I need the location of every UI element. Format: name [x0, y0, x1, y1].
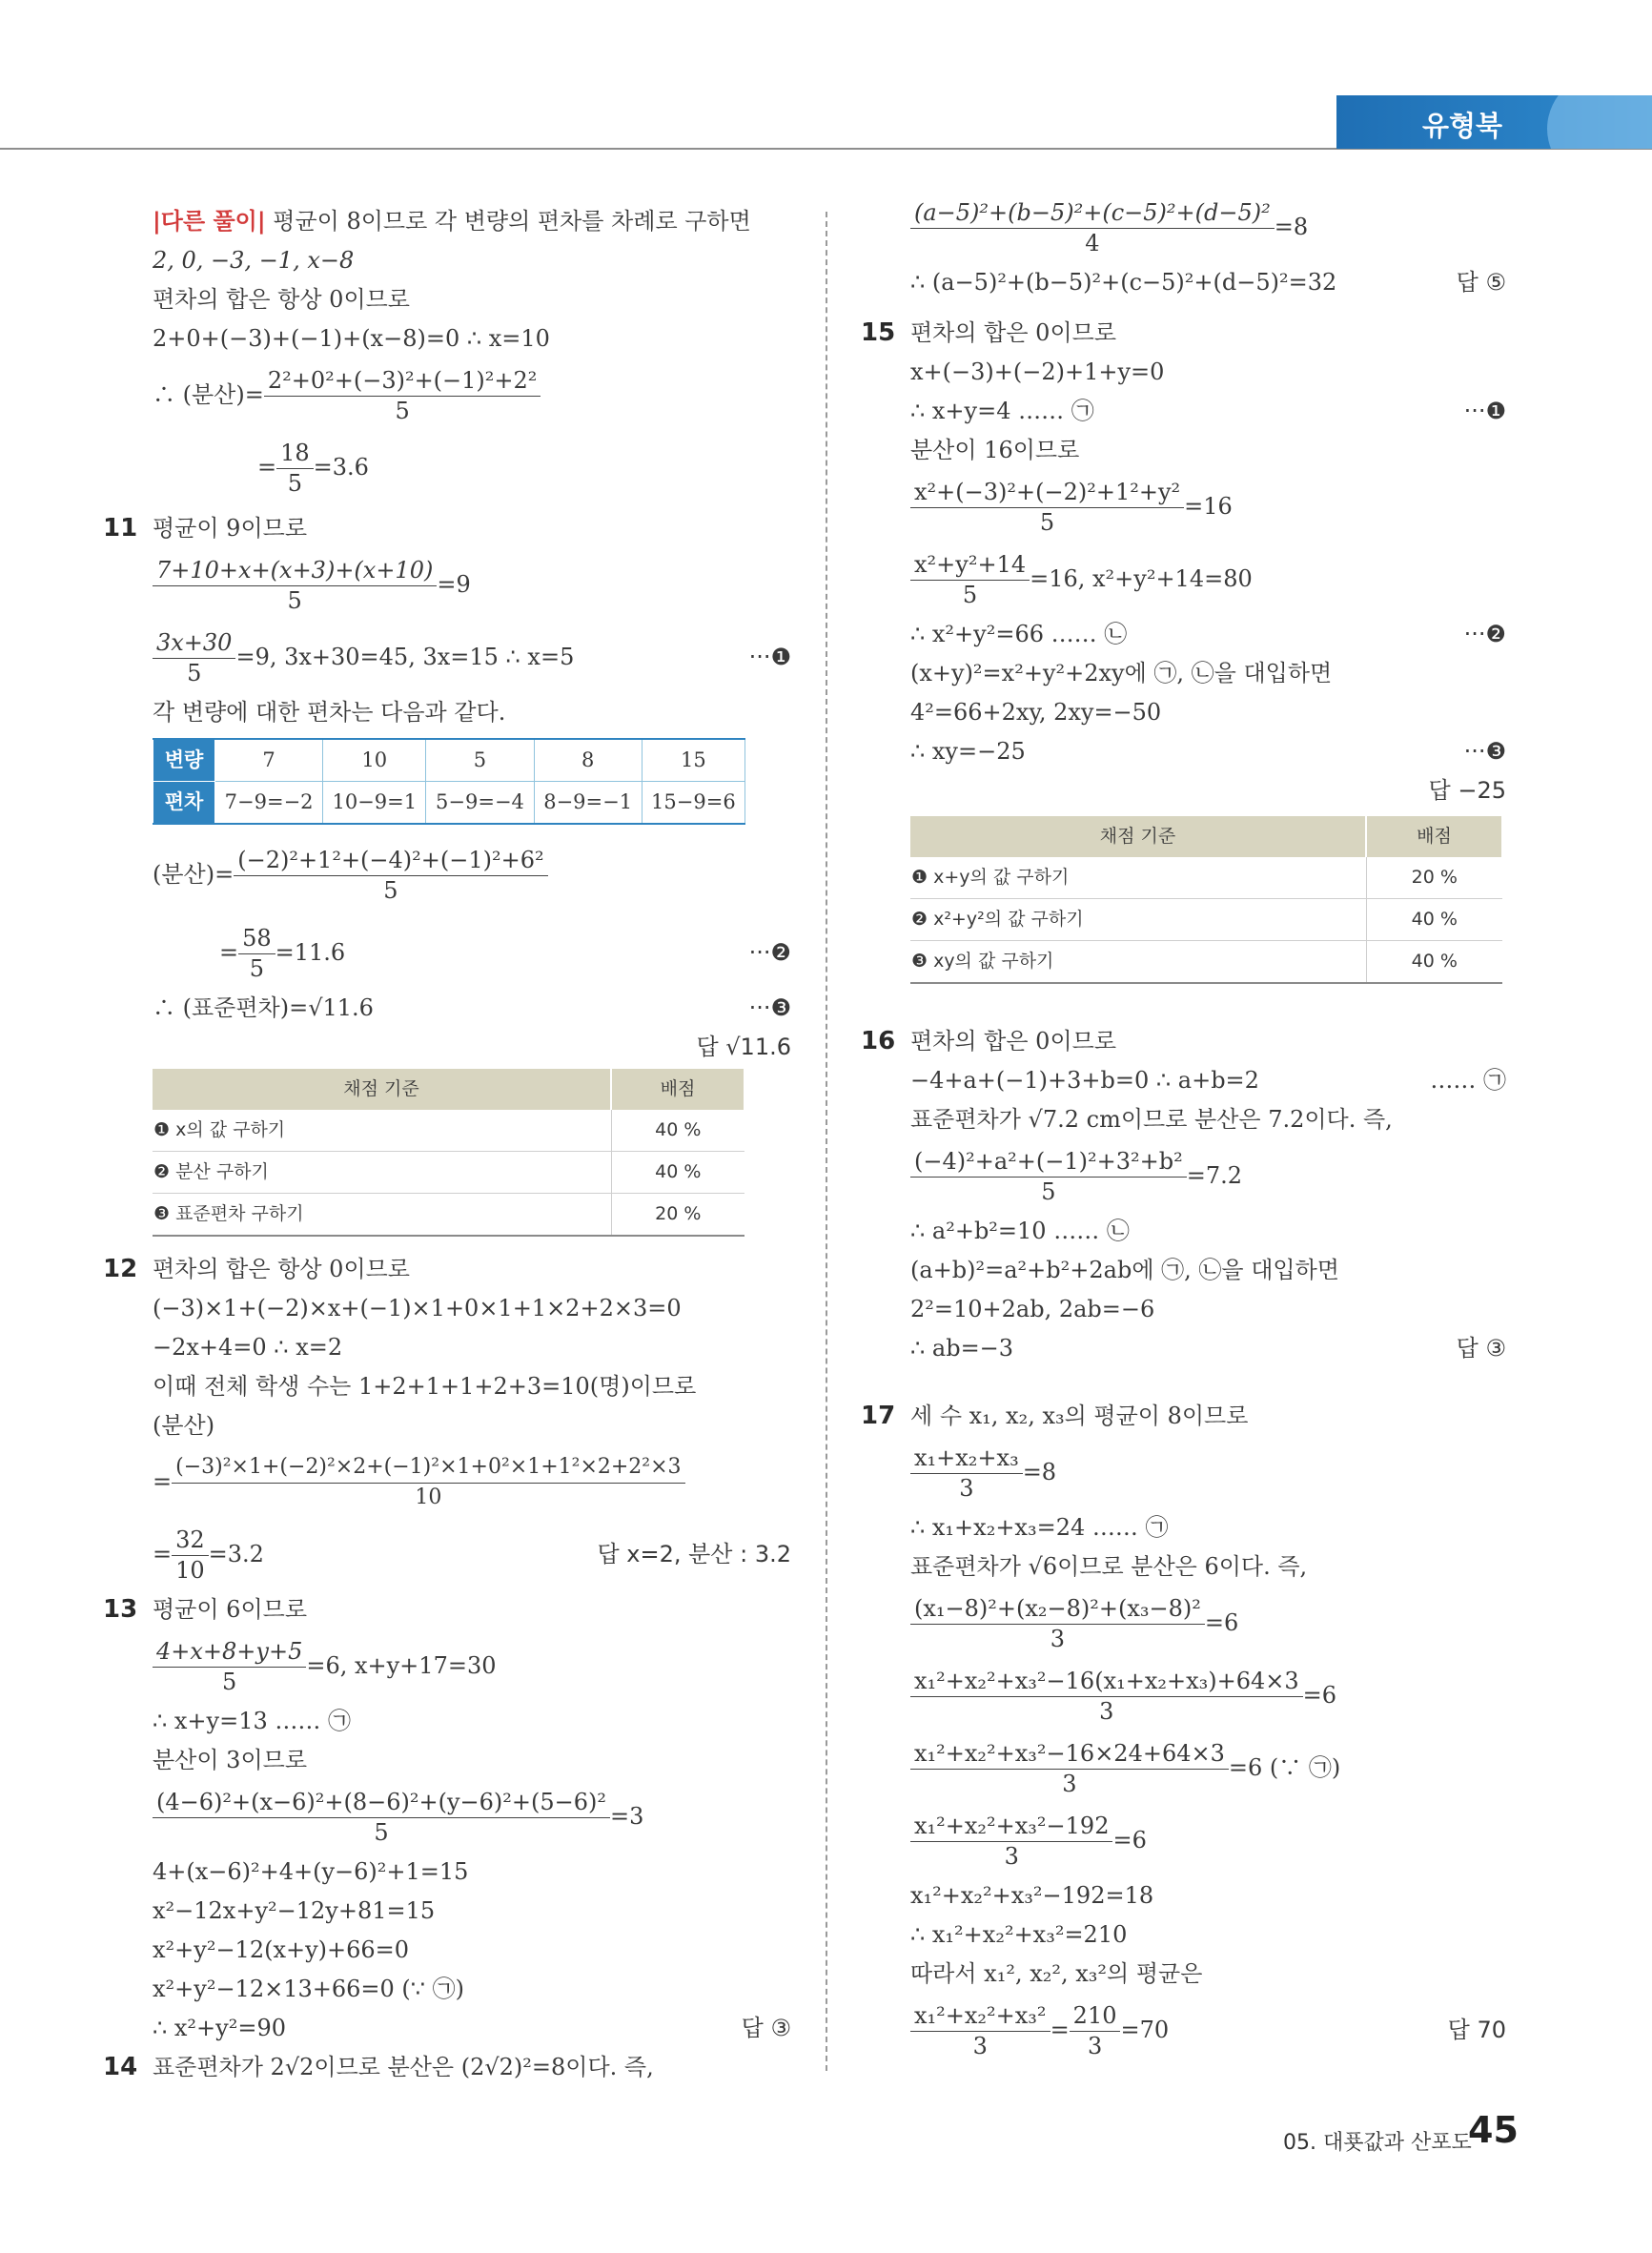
grading-table-11: 채점 기준 배점 ❶ x의 값 구하기 40 % ❷ 분산 구하기 40 % ❸ 표준편차 구하기 20 % — [153, 1069, 745, 1237]
answer-14: 답 ⑤ — [1456, 269, 1506, 296]
answer-13: 답 ③ — [741, 2015, 791, 2041]
step-mark-1: ···❶ — [748, 644, 791, 670]
deviation-table: 변량 7 10 5 8 15 편차 7−9=−2 10−9=1 5−9=−4 8−9=−1 15−9=6 — [153, 738, 745, 825]
step-mark-2: ···❷ — [748, 939, 791, 966]
problem-14: 14 표준편차가 2√2이므로 분산은 (2√2)²=8이다. 즉, — [103, 2053, 654, 2081]
right-column: $\frac{\text{(a−5)²+(b−5)²+(c−5)²+(d−5)²}}{4}$ =8 ∴ (a−5)²+(b−5)²+(c−5)²+(d−5)²=32 답 ⑤ 15 편차의 합은 0이므로 x+(−3)+(−2)+1+y=0 ∴ x+y=4 …… ㉠ ···❶ 분산이 16이므로 $\frac{\text{x²+(−3)²+(−2)²+1²+y²}}{5}$ =16 $\frac{\text{x²+y²+14}}{5}$ =16, x²+y²+14=80 ∴ x²+y²=66 …… ㉡ ···❷ (x+y)²=x²+y²+2xy에 ㉠, ㉡을 대입하면 4²=66+2xy, 2xy=−50 ∴ xy=−25 ···❸ 답 −25 채점 기준 배점 ❶ x+y의 값 구하기 20 % ❷ x²+y²의 값 구하기 40 % ❸ xy의 값 구하기 40 % 16 편차의 합은 0이므로 −4+a+(−1)+3+b=0 ∴ a+b=2 …… ㉠ 표준편차가 √7.2 cm이므로 분산은 7.2이다. 즉, $\frac{\text{(−4)²+a²+(−1)²+3²+b²}}{5}$ =7.2 ∴ a²+b²=10 …… ㉡ (a+b)²=a²+b²+2ab에 ㉠, ㉡을 대입하면 2²=10+2ab, 2ab=−6 ∴ ab=−3 답 ③ 17 세 수 x₁, x₂, x₃의 평균이 8이므로 $\frac{\text{x₁+x₂+x₃}}{3}$ =8 ∴ x₁+x₂+x₃=24 …… ㉠ 표준편차가 √6이므로 분산은 6이다. 즉, $\frac{\text{(x₁−8)²+(x₂−8)²+(x₃−8)²}}{3}$ =6 $\frac{\text{x₁²+x₂²+x₃²−16(x₁+x₂+x₃)+64×3}}{3}$ =6 $\frac{\text{x₁²+x₂²+x₃²−16×24+64×3}}{3}$ =6 (∵ ㉠) $\frac{\text{x₁²+x₂²+x₃²−192}}{3}$ =6 x₁²+x₂²+x₃²−192=18 ∴ x₁²+x₂²+x₃²=210 따라서 x₁², x₂², x₃²의 평균은 $\frac{\text{x₁²+x₂²+x₃²}}{3}$ = $\frac{210}{3}$ =70 답 70 — [861, 198, 1506, 2059]
problem-15: 15 편차의 합은 0이므로 — [861, 318, 1116, 347]
answer-11: 답 √11.6 — [696, 1034, 791, 1060]
alt-solution-label: |다른 풀이| — [153, 208, 266, 235]
section-tag: 유형북 — [1422, 110, 1503, 142]
answer-12: 답 x=2, 분산 : 3.2 — [597, 1541, 791, 1567]
problem-12: 12 편차의 합은 항상 0이므로 — [103, 1255, 410, 1283]
page-number: 45 — [1468, 2109, 1519, 2151]
left-column: |다른 풀이| 평균이 8이므로 각 변량의 편차를 차례로 구하면 2, 0, −3, −1, x−8 편차의 합은 항상 0이므로 2+0+(−3)+(−1)+(x−8)=0 ∴ x=10 ∴ (분산)= $\frac{\text{2²+0²+(−3)²+(−1)²+2²}}{5}$ = $\frac{18}{5}$ =3.6 11 평균이 9이므로 $\frac{7+10+x+(x+3)+(x+10)}{5}$ =9 $\frac{3x+30}{5}$ =9, 3x+30=45, 3x=15 ∴ x=5 ···❶ 각 변량에 대한 편차는 다음과 같다. 변량 7 10 5 8 15 편차 7−9=−2 10−9=1 5−9=−4 8−9=−1 15−9=6 (분산)= $\frac{\text{(−2)²+1²+(−4)²+(−1)²+6²}}{5}$ = $\frac{58}{5}$ =11.6 ···❷ ∴ (표준편차)=√11.6 ···❸ 답 √11.6 채점 기준 배점 ❶ x의 값 구하기 40 % ❷ 분산 구하기 40 % ❸ 표준편차 구하기 20 % 12 편차의 합은 항상 0이므로 (−3)×1+(−2)×x+(−1)×1+0×1+1×2+2×3=0 −2x+4=0 ∴ x=2 이때 전체 학생 수는 1+2+1+1+2+3=10(명)이므로 (분산) = $\frac{\text{(−3)²×1+(−2)²×2+(−1)²×1+0²×1+1²×2+2²×3}}{10}$ = $\frac{32}{10}$ =3.2 답 x=2, 분산 : 3.2 13 평균이 6이므로 $\frac{4+x+8+y+5}{5}$ =6, x+y+17=30 ∴ x+y=13 …… ㉠ 분산이 3이므로 $\frac{\text{(4−6)²+(x−6)²+(8−6)²+(y−6)²+(5−6)²}}{5}$ =3 4+(x−6)²+4+(y−6)²+1=15 x²−12x+y²−12y+81=15 x²+y²−12(x+y)+66=0 x²+y²−12×13+66=0 (∵ ㉠) ∴ x²+y²=90 답 ③ 14 표준편차가 2√2이므로 분산은 (2√2)²=8이다. 즉, — [153, 202, 791, 2087]
answer-17: 답 70 — [1447, 2017, 1506, 2043]
problem-13: 13 평균이 6이므로 — [103, 1595, 308, 1624]
chapter-footer: 05. 대푯값과 산포도 — [1283, 2131, 1472, 2155]
answer-15: 답 −25 — [1428, 777, 1506, 804]
grading-table-15: 채점 기준 배점 ❶ x+y의 값 구하기 20 % ❷ x²+y²의 값 구하기 40 % ❸ xy의 값 구하기 40 % — [910, 816, 1503, 984]
alt-solution-line: |다른 풀이| 평균이 8이므로 각 변량의 편차를 차례로 구하면 — [153, 208, 751, 235]
problem-16: 16 편차의 합은 0이므로 — [861, 1027, 1116, 1055]
answer-16: 답 ③ — [1456, 1335, 1506, 1362]
problem-17: 17 세 수 x₁, x₂, x₃의 평균이 8이므로 — [861, 1402, 1249, 1430]
problem-11: 11 평균이 9이므로 — [103, 514, 308, 543]
section-banner — [1336, 95, 1652, 149]
step-mark-3: ···❸ — [748, 994, 791, 1021]
column-divider — [826, 212, 827, 2071]
alt-variance-formula: ∴ (분산)= $\frac{\text{2²+0²+(−3)²+(−1)²+2²}}{5}$ — [153, 358, 791, 431]
